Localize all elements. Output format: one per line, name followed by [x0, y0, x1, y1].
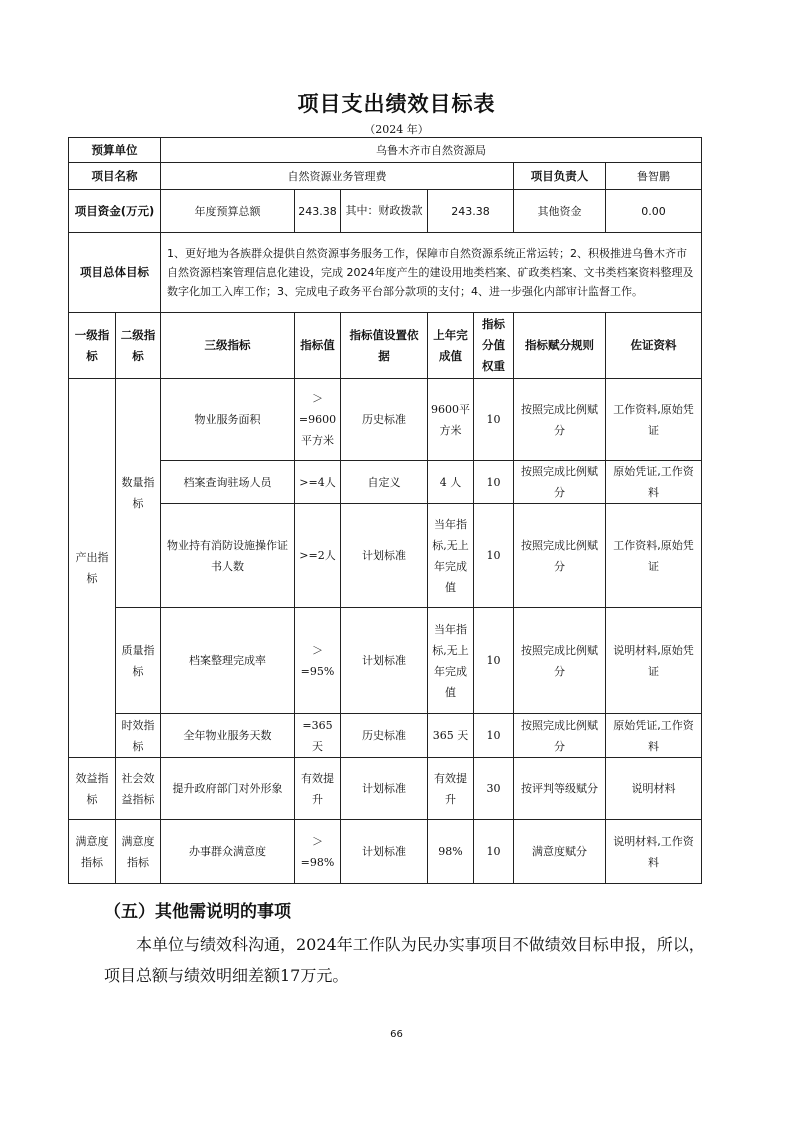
header-value: 指标值	[295, 313, 341, 379]
fiscal-value: 243.38	[428, 190, 514, 233]
group-benefit: 效益指标	[69, 758, 116, 820]
indicator-weight: 10	[474, 379, 514, 461]
indicator-value: 有效提升	[295, 758, 341, 820]
indicator-evidence: 说明材料,工作资料	[606, 820, 702, 884]
group-quantity: 数量指标	[116, 379, 161, 608]
body-paragraph: 本单位与绩效科沟通，2024年工作队为民办实事项目不做绩效目标申报，所以，项目总额与绩效明细差额17万元。	[104, 935, 705, 985]
annual-budget-label: 年度预算总额	[161, 190, 295, 233]
indicator-basis: 自定义	[341, 461, 428, 504]
group-timeliness: 时效指标	[116, 714, 161, 758]
budget-unit-label: 预算单位	[69, 138, 161, 163]
other-funds-value: 0.00	[606, 190, 702, 233]
performance-target-table	[68, 137, 702, 884]
group-satisfaction-sub: 满意度指标	[116, 820, 161, 884]
indicator-name: 物业持有消防设施操作证书人数	[161, 504, 295, 608]
indicator-last-year: 4 人	[428, 461, 474, 504]
indicator-last-year: 9600平方米	[428, 379, 474, 461]
indicator-weight: 10	[474, 504, 514, 608]
indicator-weight: 10	[474, 714, 514, 758]
indicator-name: 办事群众满意度	[161, 820, 295, 884]
indicator-evidence: 说明材料,原始凭证	[606, 608, 702, 714]
indicator-rule: 满意度赋分	[514, 820, 606, 884]
header-level3: 三级指标	[161, 313, 295, 379]
project-leader-value: 鲁智鹏	[606, 163, 702, 190]
header-rule: 指标赋分规则	[514, 313, 606, 379]
indicator-last-year: 365 天	[428, 714, 474, 758]
table-row	[69, 820, 702, 884]
indicator-rule: 按照完成比例赋分	[514, 461, 606, 504]
other-funds-label: 其他资金	[514, 190, 606, 233]
indicator-last-year: 当年指标,无上年完成值	[428, 504, 474, 608]
section-title: （五）其他需说明的事项	[104, 902, 291, 922]
group-output: 产出指标	[69, 379, 116, 758]
header-evidence: 佐证资料	[606, 313, 702, 379]
indicator-name: 提升政府部门对外形象	[161, 758, 295, 820]
indicator-evidence: 原始凭证,工作资料	[606, 714, 702, 758]
indicator-value: =365天	[295, 714, 341, 758]
indicator-basis: 计划标准	[341, 758, 428, 820]
table-row	[69, 714, 702, 758]
indicator-weight: 10	[474, 820, 514, 884]
table-row	[69, 608, 702, 714]
indicator-weight: 10	[474, 608, 514, 714]
fiscal-label: 其中：财政拨款	[341, 190, 428, 233]
indicator-rule: 按照完成比例赋分	[514, 714, 606, 758]
indicator-evidence: 工作资料,原始凭证	[606, 504, 702, 608]
funds-label: 项目资金(万元)	[69, 190, 161, 233]
indicator-value: ＞=98%	[295, 820, 341, 884]
table-row	[69, 379, 702, 461]
group-social: 社会效益指标	[116, 758, 161, 820]
header-level2: 二级指标	[116, 313, 161, 379]
indicator-weight: 10	[474, 461, 514, 504]
overall-goal-text: 1、更好地为各族群众提供自然资源事务服务工作，保障市自然资源系统正常运转；2、积极推进乌鲁木齐市自然资源档案管理信息化建设，完成 2024年度产生的建设用地类档案、矿政类档案、文书类档案资料整理及数字化加工入库工作；3、完成电子政务平台部分款项的支付；4、进一步强化内部审计监督工作。	[161, 233, 702, 313]
indicator-basis: 计划标准	[341, 504, 428, 608]
indicator-basis: 历史标准	[341, 379, 428, 461]
indicator-name: 物业服务面积	[161, 379, 295, 461]
indicator-name: 档案整理完成率	[161, 608, 295, 714]
header-weight: 指标分值权重	[474, 313, 514, 379]
indicator-name: 全年物业服务天数	[161, 714, 295, 758]
indicator-evidence: 说明材料	[606, 758, 702, 820]
project-leader-label: 项目负责人	[514, 163, 606, 190]
indicator-basis: 历史标准	[341, 714, 428, 758]
indicator-basis: 计划标准	[341, 608, 428, 714]
indicator-rule: 按照完成比例赋分	[514, 379, 606, 461]
indicator-value: >=2人	[295, 504, 341, 608]
header-basis: 指标值设置依据	[341, 313, 428, 379]
indicator-value: ＞=95%	[295, 608, 341, 714]
year-label: （2024 年）	[364, 123, 429, 136]
indicator-weight: 30	[474, 758, 514, 820]
indicator-value: >=4人	[295, 461, 341, 504]
budget-unit-value: 乌鲁木齐市自然资源局	[161, 138, 702, 163]
indicator-value: ＞=9600平方米	[295, 379, 341, 461]
indicator-rule: 按评判等级赋分	[514, 758, 606, 820]
indicator-name: 档案查询驻场人员	[161, 461, 295, 504]
overall-goal-label: 项目总体目标	[69, 233, 161, 313]
header-level1: 一级指标	[69, 313, 116, 379]
indicator-last-year: 98%	[428, 820, 474, 884]
page-title: 项目支出绩效目标表	[297, 91, 496, 116]
group-quality: 质量指标	[116, 608, 161, 714]
project-name-label: 项目名称	[69, 163, 161, 190]
table-row	[69, 504, 702, 608]
annual-budget-value: 243.38	[295, 190, 341, 233]
indicator-last-year: 有效提升	[428, 758, 474, 820]
project-name-value: 自然资源业务管理费	[161, 163, 514, 190]
table-row	[69, 461, 702, 504]
group-satisfaction: 满意度指标	[69, 820, 116, 884]
indicator-basis: 计划标准	[341, 820, 428, 884]
indicator-last-year: 当年指标,无上年完成值	[428, 608, 474, 714]
table-row	[69, 758, 702, 820]
indicator-rule: 按照完成比例赋分	[514, 504, 606, 608]
page-number: 66	[390, 1029, 403, 1040]
indicator-rule: 按照完成比例赋分	[514, 608, 606, 714]
indicator-evidence: 原始凭证,工作资料	[606, 461, 702, 504]
indicator-evidence: 工作资料,原始凭证	[606, 379, 702, 461]
header-last-year: 上年完成值	[428, 313, 474, 379]
